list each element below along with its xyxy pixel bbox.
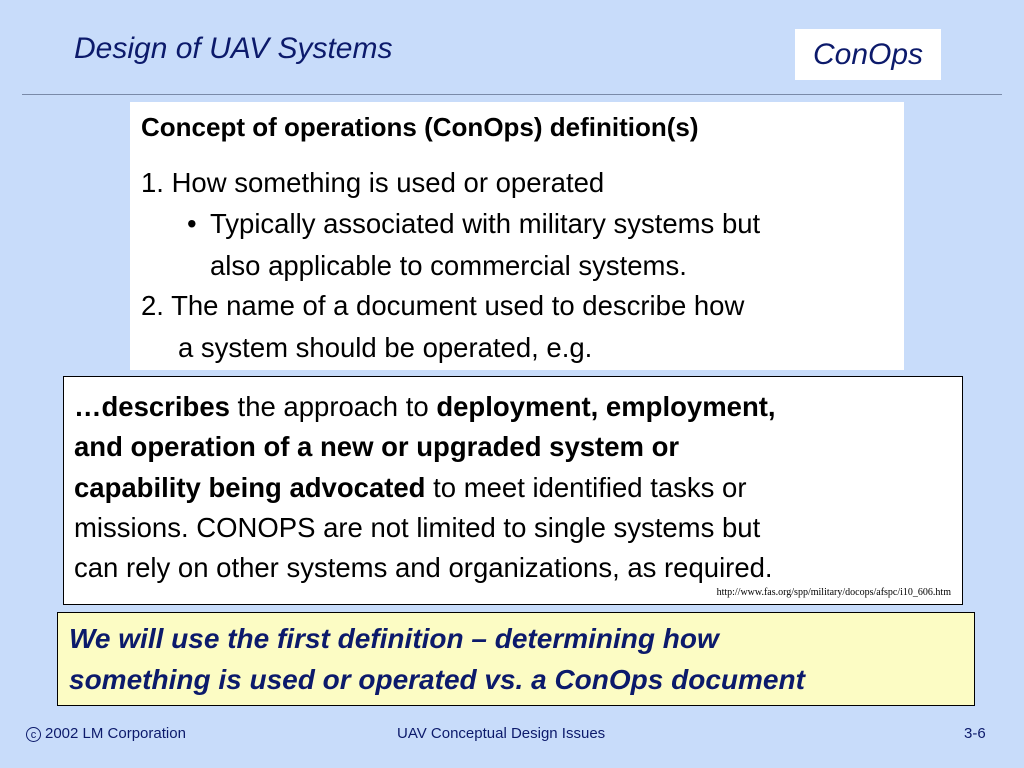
quote-emphasis: capability being advocated — [74, 472, 426, 503]
header-divider — [22, 94, 1002, 95]
note-box — [57, 612, 975, 706]
copyright-text: 2002 LM Corporation — [45, 725, 186, 742]
definition-item-2-line-1: 2. The name of a document used to describe how — [141, 290, 745, 321]
quote-emphasis: …describes — [74, 391, 230, 422]
quote-text: to meet identified tasks or — [425, 472, 747, 503]
quote-emphasis: and operation of a new or upgraded system or — [74, 431, 680, 462]
footer-center-title: UAV Conceptual Design Issues — [397, 725, 606, 742]
definitions-heading: Concept of operations (ConOps) definition(s) — [141, 112, 699, 142]
bullet-line-2: also applicable to commercial systems. — [210, 250, 687, 281]
bullet-line-1: Typically associated with military systems but — [210, 208, 761, 239]
definition-item-1: 1. How something is used or operated — [141, 167, 605, 198]
quote-text: the approach to — [229, 391, 437, 422]
quote-line-4: missions. CONOPS are not limited to single systems but — [74, 512, 761, 543]
note-line-2: something is used or operated vs. a ConOps document — [69, 664, 805, 695]
page-number: 3-6 — [964, 725, 986, 742]
quote-line-5: can rely on other systems and organizations, as required. — [74, 552, 773, 583]
quote-line-2 — [74, 433, 679, 461]
note-line-1: We will use the first definition – determining how — [69, 623, 719, 654]
definitions-box — [130, 102, 904, 370]
definition-item-2-line-2: a system should be operated, e.g. — [178, 332, 593, 363]
source-url: http://www.fas.org/spp/military/docops/afspc/i10_606.htm — [716, 587, 951, 598]
quote-line-1 — [74, 393, 776, 421]
footer-copyright — [26, 725, 186, 742]
bullet-icon: • — [187, 208, 197, 239]
copyright-icon: c — [26, 727, 41, 742]
quote-line-3 — [74, 474, 746, 502]
section-tag: ConOps — [795, 29, 941, 80]
conops-quote-box — [63, 376, 963, 605]
quote-emphasis: deployment, employment, — [436, 391, 776, 422]
slide-title: Design of UAV Systems — [74, 32, 393, 65]
